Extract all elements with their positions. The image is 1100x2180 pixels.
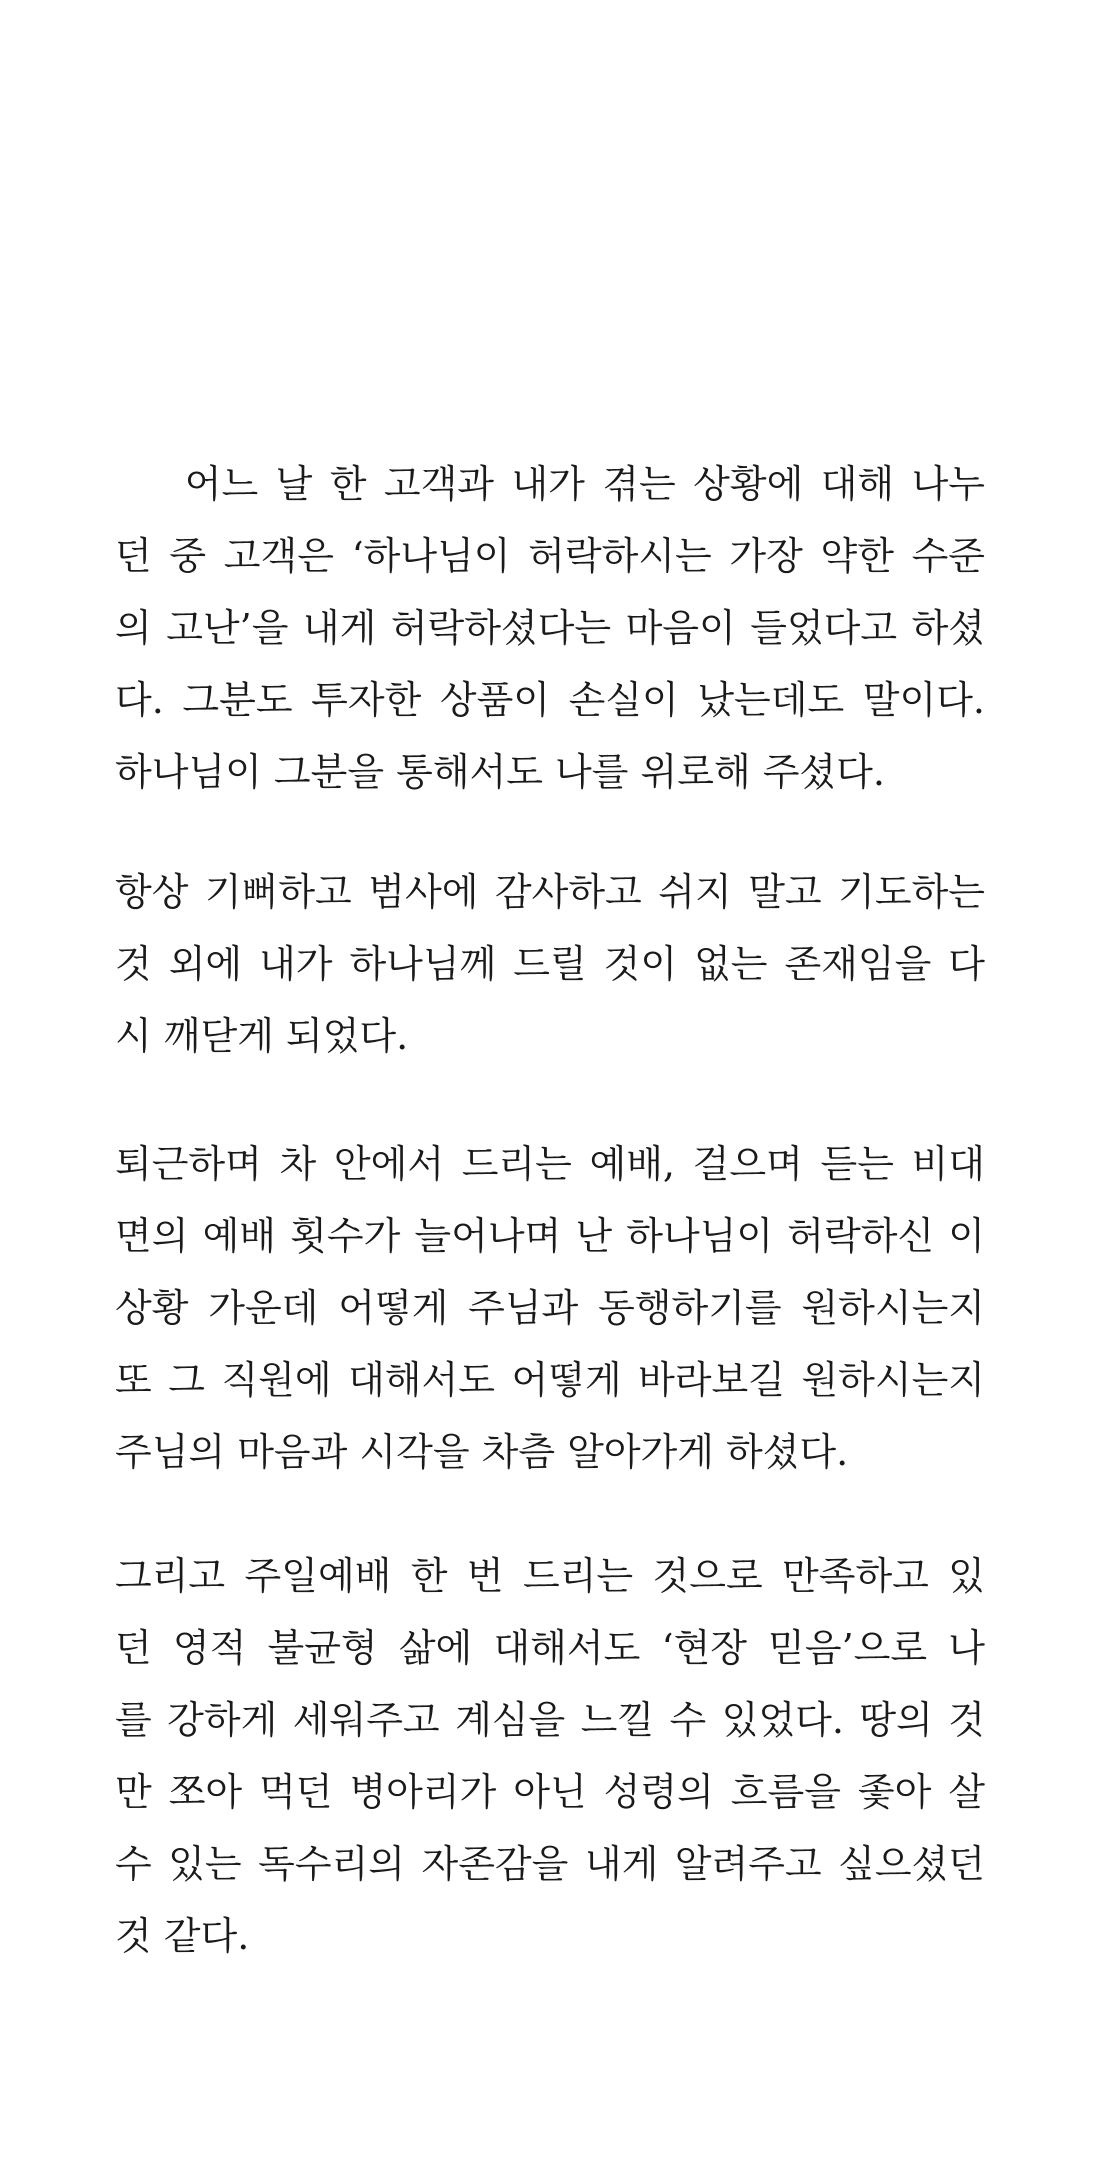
text-line: 어느 날 한 고객과 내가 겪는 상황에 대해 나누	[115, 462, 985, 506]
text-line: 만 쪼아 먹던 병아리가 아닌 성령의 흐름을 좇아 살	[115, 1770, 985, 1814]
text-line: 던 중 고객은 ‘하나님이 허락하시는 가장 약한 수준	[115, 534, 985, 578]
text-line: 그리고 주일예배 한 번 드리는 것으로 만족하고 있	[115, 1554, 985, 1598]
text-line: 수 있는 독수리의 자존감을 내게 알려주고 싶으셨던	[115, 1842, 985, 1886]
paragraph-2	[115, 856, 985, 1072]
text-line: 주님의 마음과 시각을 차츰 알아가게 하셨다.	[115, 1430, 849, 1474]
text-line: 를 강하게 세워주고 계심을 느낄 수 있었다. 땅의 것	[115, 1698, 985, 1742]
paragraph-1	[115, 448, 985, 808]
text-line: 것 외에 내가 하나님께 드릴 것이 없는 존재임을 다	[115, 942, 985, 986]
paragraph-4	[115, 1540, 985, 1972]
text-line: 하나님이 그분을 통해서도 나를 위로해 주셨다.	[115, 750, 885, 794]
text-line: 의 고난’을 내게 허락하셨다는 마음이 들었다고 하셨	[115, 606, 985, 650]
text-line: 항상 기뻐하고 범사에 감사하고 쉬지 말고 기도하는	[115, 870, 985, 914]
text-line: 다. 그분도 투자한 상품이 손실이 났는데도 말이다.	[115, 678, 985, 722]
paragraph-3	[115, 1128, 985, 1488]
text-line: 면의 예배 횟수가 늘어나며 난 하나님이 허락하신 이	[115, 1214, 985, 1258]
text-line: 시 깨닫게 되었다.	[115, 1014, 409, 1058]
text-line: 것 같다.	[115, 1914, 250, 1958]
text-line: 또 그 직원에 대해서도 어떻게 바라보길 원하시는지	[115, 1358, 985, 1402]
text-line: 퇴근하며 차 안에서 드리는 예배, 걸으며 듣는 비대	[115, 1142, 985, 1186]
text-line: 상황 가운데 어떻게 주님과 동행하기를 원하시는지	[115, 1286, 985, 1330]
text-line: 던 영적 불균형 삶에 대해서도 ‘현장 믿음’으로 나	[115, 1626, 985, 1670]
